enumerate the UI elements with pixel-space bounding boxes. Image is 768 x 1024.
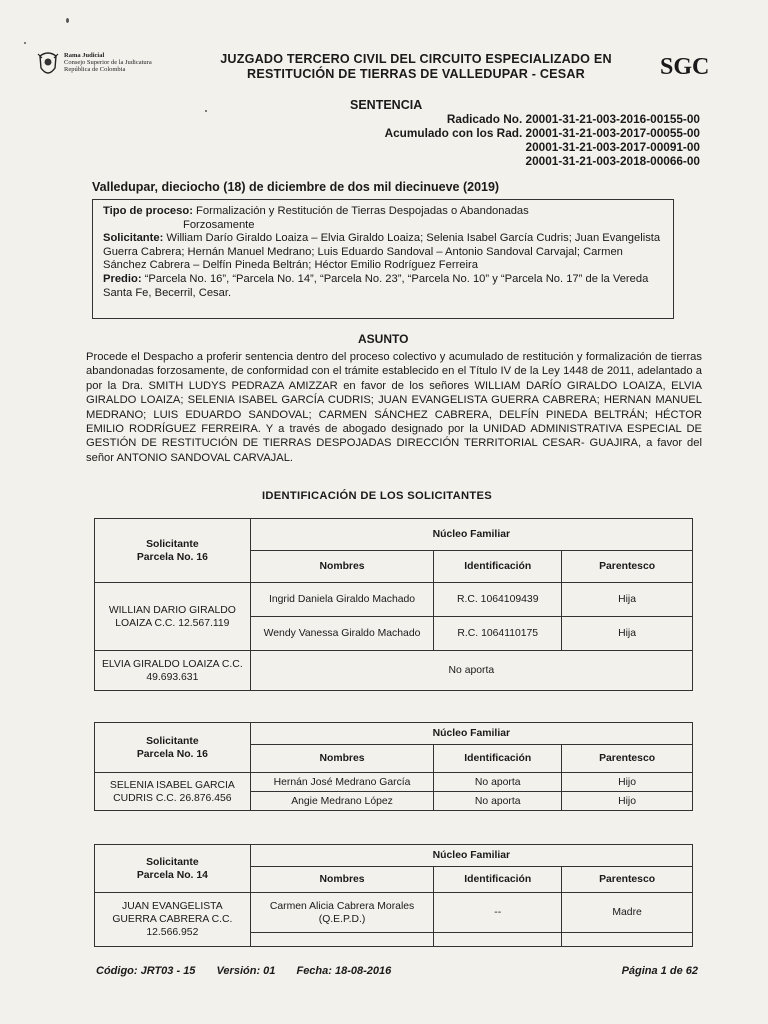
identificacion-header: Identificación bbox=[434, 745, 562, 773]
tipo-value: Formalización y Restitución de Tierras Despojadas o Abandonadas bbox=[192, 205, 529, 217]
footer-page-number: Página 1 de 62 bbox=[621, 965, 698, 977]
empty-cell bbox=[434, 933, 562, 947]
identificacion-cell: R.C. 1064109439 bbox=[434, 583, 562, 617]
parentesco-cell: Hijo bbox=[562, 773, 693, 792]
solicitante-header: Solicitante Parcela No. 16 bbox=[95, 519, 251, 583]
process-info-box bbox=[92, 199, 674, 319]
asunto-title: ASUNTO bbox=[358, 332, 409, 346]
nucleo-header: Núcleo Familiar bbox=[250, 723, 692, 745]
solicitante-cell: ELVIA GIRALDO LOAIZA C.C. 49.693.631 bbox=[95, 651, 251, 691]
logo-line-1: Rama Judicial bbox=[64, 52, 105, 59]
identificacion-header: Identificación bbox=[434, 551, 562, 583]
radicado-number-2: 20001-31-21-003-2017-00091-00 bbox=[525, 140, 700, 154]
nombres-header: Nombres bbox=[250, 867, 434, 893]
rama-judicial-logo bbox=[36, 48, 196, 82]
asunto-paragraph: Procede el Despacho a proferir sentencia dentro del proceso colectivo y acumulado de restitución y formalización de tierras abandonadas forzosamente, de conformidad con el trámite establecido en el Título IV de la Ley 1448 de 2011, adelantado a por la Dra. SMITH LUDYS PEDRAZA AMIZZAR en favor de los señores WILLIAM DARÍO GIRALDO LOAIZA, ELVIA GIRALDO LOAIZA; SELENIA ISABEL GARCÍA CUDRIS; JUAN EVANGELISTA GUERRA CABRERA; HERNAN MANUEL MEDRANO; LUIS EDUARDO SANDOVAL; CARMEN SÁNCHEZ CABRERA, DELFÍN PINEDA BELTRÁN; HÉCTOR EMILIO RODRÍGUEZ FERREIRA. Y a través de abogado designado por la UNIDAD ADMINISTRATIVA ESPECIAL DE GESTIÓN DE RESTITUCIÓN DE TIERRAS DESPOJADAS DIRECCIÓN TERRITORIAL CESAR- GUAJIRA, a favor del señor ANTONIO SANDOVAL CARVAJAL. bbox=[86, 351, 702, 464]
predio-value: “Parcela No. 16”, “Parcela No. 14”, “Parcela No. 23”, “Parcela No. 10” y “Parcela No. 17” de la Vereda Santa Fe, Becerril, Cesar. bbox=[103, 272, 649, 299]
parentesco-header: Parentesco bbox=[562, 867, 693, 893]
empty-cell bbox=[250, 933, 434, 947]
nombre-cell: Carmen Alicia Cabrera Morales (Q.E.P.D.) bbox=[250, 893, 434, 933]
table-row bbox=[95, 893, 693, 933]
identificacion-cell: No aporta bbox=[434, 773, 562, 792]
court-title-line-2: RESTITUCIÓN DE TIERRAS DE VALLEDUPAR - CESAR bbox=[247, 67, 585, 81]
solicitante-header: Solicitante Parcela No. 16 bbox=[95, 723, 251, 773]
place-date: Valledupar, dieciocho (18) de diciembre de dos mil diecinueve (2019) bbox=[92, 180, 500, 194]
solicitante-cell: WILLIAN DARIO GIRALDO LOAIZA C.C. 12.567.119 bbox=[95, 583, 251, 651]
table-row bbox=[95, 773, 693, 792]
nombres-header: Nombres bbox=[250, 551, 434, 583]
nombre-cell: Ingrid Daniela Giraldo Machado bbox=[250, 583, 434, 617]
tipo-proceso bbox=[103, 205, 667, 219]
nombres-header: Nombres bbox=[250, 745, 434, 773]
empty-cell bbox=[562, 933, 693, 947]
identificacion-title: IDENTIFICACIÓN DE LOS SOLICITANTES bbox=[262, 490, 493, 502]
no-aporta-cell: No aporta bbox=[250, 651, 692, 691]
logo-line-3: República de Colombia bbox=[64, 66, 126, 74]
parentesco-cell: Hijo bbox=[562, 792, 693, 811]
page-footer bbox=[96, 965, 698, 977]
solicitante-cell: SELENIA ISABEL GARCIA CUDRIS C.C. 26.876.456 bbox=[95, 773, 251, 811]
nombre-cell: Hernán José Medrano García bbox=[250, 773, 434, 792]
predio-info bbox=[103, 273, 667, 300]
tipo-label: Tipo de proceso: bbox=[103, 205, 193, 217]
sentencia-title: SENTENCIA bbox=[350, 98, 423, 112]
radicado-block bbox=[385, 112, 700, 168]
scan-speck bbox=[24, 42, 26, 44]
solicitantes-table-3 bbox=[94, 844, 693, 947]
identificacion-cell: -- bbox=[434, 893, 562, 933]
nucleo-header: Núcleo Familiar bbox=[250, 519, 692, 551]
court-title bbox=[196, 52, 636, 82]
footer-version: Versión: 01 bbox=[216, 965, 276, 977]
identificacion-cell: R.C. 1064110175 bbox=[434, 617, 562, 651]
tipo-value-2: Forzosamente bbox=[183, 218, 255, 231]
parentesco-cell: Hija bbox=[562, 617, 693, 651]
sgc-mark: SGC bbox=[660, 54, 710, 80]
solicitante-info bbox=[103, 232, 667, 273]
radicado-number: Radicado No. 20001-31-21-003-2016-00155-00 bbox=[446, 112, 700, 126]
parentesco-header: Parentesco bbox=[562, 551, 693, 583]
nucleo-header: Núcleo Familiar bbox=[250, 845, 692, 867]
footer-codigo: Código: JRT03 - 15 bbox=[96, 965, 196, 977]
identificacion-cell: No aporta bbox=[434, 792, 562, 811]
parentesco-cell: Hija bbox=[562, 583, 693, 617]
parentesco-cell: Madre bbox=[562, 893, 693, 933]
scan-speck bbox=[205, 110, 207, 112]
table-row bbox=[95, 583, 693, 617]
predio-label: Predio: bbox=[103, 272, 142, 285]
radicado-number-3: 20001-31-21-003-2018-00066-00 bbox=[525, 154, 700, 168]
acumulado-number: Acumulado con los Rad. 20001-31-21-003-2017-00055-00 bbox=[384, 126, 700, 140]
table-row bbox=[95, 651, 693, 691]
court-title-line-1: JUZGADO TERCERO CIVIL DEL CIRCUITO ESPECIALIZADO EN bbox=[220, 52, 612, 66]
logo-line-2: Consejo Superior de la Judicatura bbox=[64, 59, 152, 67]
solicitantes-table-1 bbox=[94, 518, 693, 691]
solicitantes-table-2 bbox=[94, 722, 693, 811]
scan-speck bbox=[66, 18, 69, 23]
parentesco-header: Parentesco bbox=[562, 745, 693, 773]
solicitante-cell: JUAN EVANGELISTA GUERRA CABRERA C.C. 12.566.952 bbox=[95, 893, 251, 947]
solicitante-label: Solicitante: bbox=[103, 232, 164, 245]
solicitante-header: Solicitante Parcela No. 14 bbox=[95, 845, 251, 893]
footer-fecha: Fecha: 18-08-2016 bbox=[296, 965, 392, 977]
nombre-cell: Wendy Vanessa Giraldo Machado bbox=[250, 617, 434, 651]
coat-of-arms-icon bbox=[36, 50, 60, 80]
identificacion-header: Identificación bbox=[434, 867, 562, 893]
nombre-cell: Angie Medrano López bbox=[250, 792, 434, 811]
solicitante-value: William Darío Giraldo Loaiza – Elvia Giraldo Loaiza; Selenia Isabel García Cudris; Juan Evangelista Guerra Cabrera; Hernán Manuel Medrano; Luis Eduardo Sandoval – Antonio Sandoval Carvajal; Carmen Sánchez Cabrera – Delfín Pineda Beltrán; Héctor Emilio Rodríguez Ferreira bbox=[103, 232, 661, 272]
